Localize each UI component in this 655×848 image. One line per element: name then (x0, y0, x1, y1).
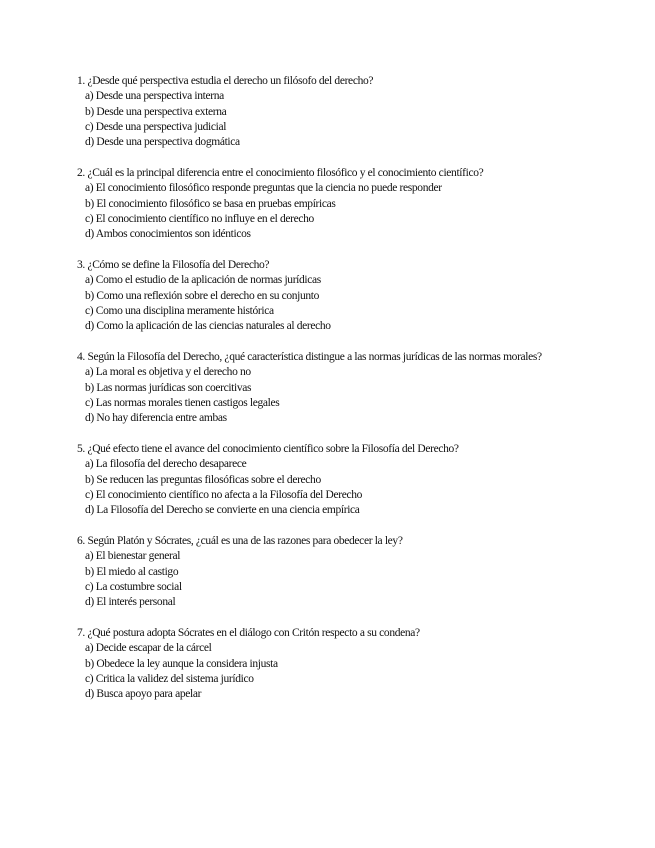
option-list (77, 273, 577, 334)
question-text: 6. Según Platón y Sócrates, ¿cuál es una de las razones para obedecer la ley? (77, 534, 403, 547)
question-4 (77, 350, 577, 426)
option-a: a) El bienestar general (85, 550, 181, 563)
question-text: 1. ¿Desde qué perspectiva estudia el derecho un filósofo del derecho? (77, 75, 374, 87)
option-b: b) Desde una perspectiva externa (85, 105, 227, 118)
option-a: a) La filosofía del derecho desaparece (85, 458, 247, 471)
option-list (77, 365, 577, 426)
option-c: c) Como una disciplina meramente histórica (85, 304, 274, 317)
option-b: b) Las normas jurídicas son coercitivas (85, 381, 252, 394)
question-1 (77, 74, 577, 150)
option-d: d) Como la aplicación de las ciencias naturales al derecho (85, 320, 331, 333)
option-a: a) Desde una perspectiva interna (85, 90, 224, 103)
question-text: 2. ¿Cuál es la principal diferencia entre el conocimiento filosófico y el conocimiento científico? (77, 166, 484, 179)
option-list (77, 549, 577, 610)
option-c: c) Las normas morales tienen castigos legales (85, 396, 280, 409)
option-c: c) Desde una perspectiva judicial (85, 120, 227, 133)
option-list (77, 641, 577, 702)
option-a: a) Decide escapar de la cárcel (85, 642, 212, 655)
option-b: b) El conocimiento filosófico se basa en pruebas empíricas (85, 197, 336, 210)
option-d: d) Desde una perspectiva dogmática (85, 136, 240, 149)
option-d: d) La Filosofía del Derecho se convierte en una ciencia empírica (85, 504, 360, 517)
option-b: b) Se reducen las preguntas filosóficas sobre el derecho (85, 473, 321, 486)
question-5 (77, 442, 577, 518)
question-2 (77, 166, 577, 242)
question-text: 4. Según la Filosofía del Derecho, ¿qué característica distingue a las normas jurídicas de las normas morales? (77, 350, 542, 363)
option-b: b) El miedo al castigo (85, 565, 179, 578)
question-7 (77, 626, 577, 702)
option-d: d) No hay diferencia entre ambas (85, 412, 227, 425)
option-a: a) Como el estudio de la aplicación de normas jurídicas (85, 274, 321, 287)
option-list (77, 457, 577, 518)
option-list (77, 89, 577, 150)
question-text: 5. ¿Qué efecto tiene el avance del conocimiento científico sobre la Filosofía del Derecho? (77, 442, 459, 455)
option-d: d) Ambos conocimientos son idénticos (85, 228, 251, 241)
option-list (77, 181, 577, 242)
question-6 (77, 534, 577, 610)
option-b: b) Obedece la ley aunque la considera injusta (85, 657, 278, 670)
question-text: 7. ¿Qué postura adopta Sócrates en el diálogo con Critón respecto a su condena? (77, 626, 420, 639)
option-c: c) El conocimiento científico no afecta a la Filosofía del Derecho (85, 488, 363, 501)
option-b: b) Como una reflexión sobre el derecho en su conjunto (85, 289, 320, 302)
option-c: c) El conocimiento científico no influye en el derecho (85, 212, 314, 225)
quiz-document (77, 74, 577, 718)
option-c: c) Critica la validez del sistema jurídico (85, 672, 254, 685)
option-a: a) La moral es objetiva y el derecho no (85, 366, 251, 379)
question-3 (77, 258, 577, 334)
option-d: d) El interés personal (85, 596, 176, 609)
option-a: a) El conocimiento filosófico responde preguntas que la ciencia no puede responder (85, 182, 442, 195)
question-text: 3. ¿Cómo se define la Filosofía del Derecho? (77, 258, 270, 271)
option-d: d) Busca apoyo para apelar (85, 688, 202, 701)
option-c: c) La costumbre social (85, 580, 182, 593)
